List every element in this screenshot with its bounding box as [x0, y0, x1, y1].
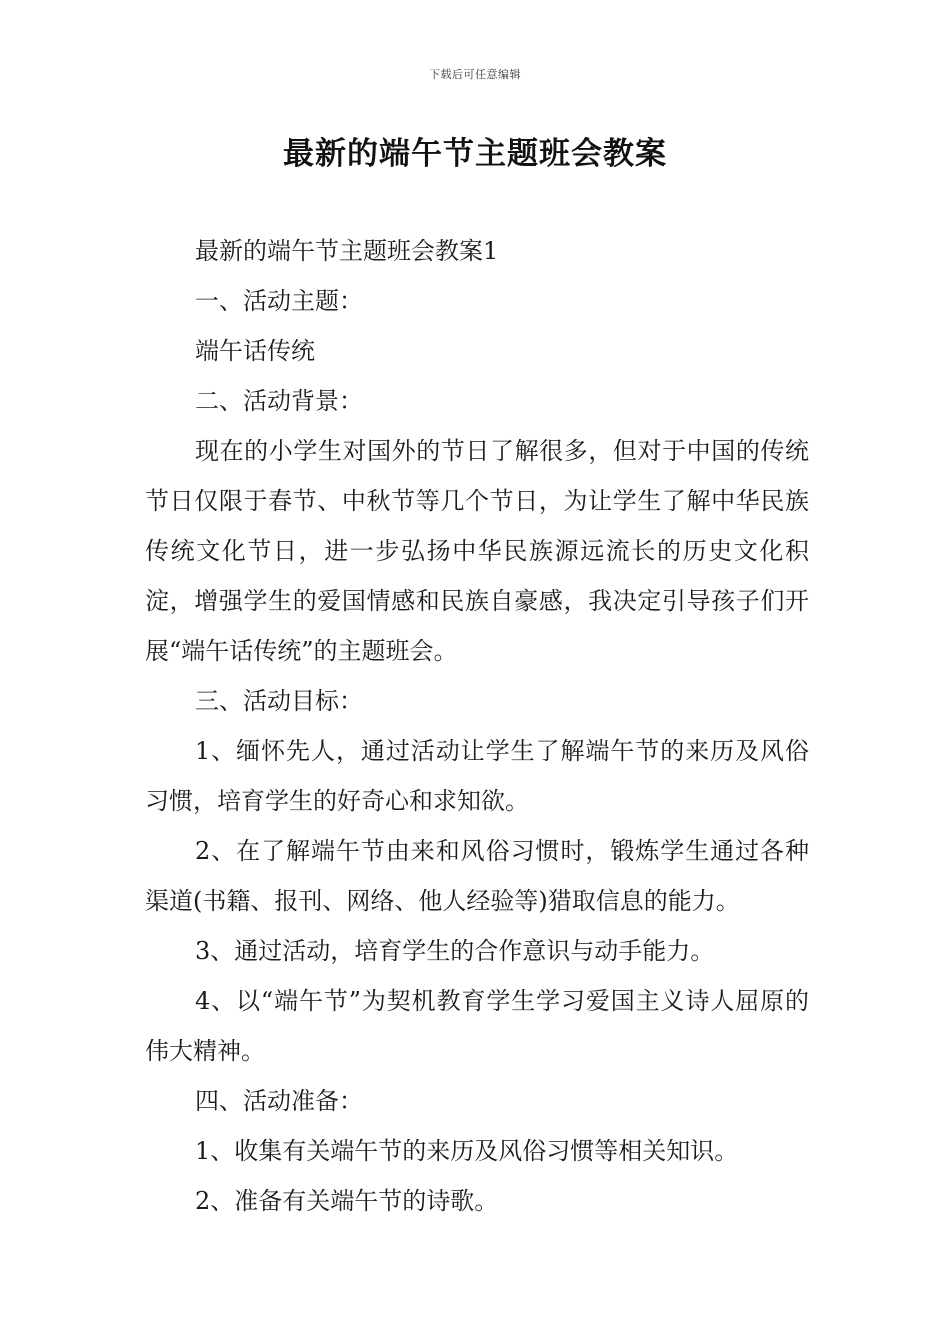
paragraph-goal-1: 1、缅怀先人，通过活动让学生了解端午节的来历及风俗习惯，培育学生的好奇心和求知欲。 — [145, 737, 809, 815]
paragraph-goal-3: 3、通过活动，培育学生的合作意识与动手能力。 — [195, 937, 715, 965]
header-note: 下载后可任意编辑 — [429, 68, 521, 81]
paragraph-goal-2: 2、在了解端午节由来和风俗习惯时，锻炼学生通过各种渠道(书籍、报刊、网络、他人经验等)猎取信息的能力。 — [145, 837, 809, 915]
paragraph-theme: 端午话传统 — [195, 337, 315, 365]
paragraph-background-heading: 二、活动背景： — [195, 387, 363, 415]
paragraph-prep-2: 2、准备有关端午节的诗歌。 — [195, 1187, 499, 1215]
paragraph-theme-heading: 一、活动主题： — [195, 287, 363, 315]
paragraph-goal-4: 4、以“端午节”为契机教育学生学习爱国主义诗人屈原的伟大精神。 — [145, 987, 809, 1065]
document-body — [145, 226, 809, 1226]
paragraph-section-heading: 最新的端午节主题班会教案1 — [195, 237, 499, 265]
paragraph-goals-heading: 三、活动目标： — [195, 687, 363, 715]
paragraph-background: 现在的小学生对国外的节日了解很多，但对于中国的传统节日仅限于春节、中秋节等几个节日，为让学生了解中华民族传统文化节日，进一步弘扬中华民族源远流长的历史文化积淀，增强学生的爱国情感和民族自豪感，我决定引导孩子们开展“端午话传统”的主题班会。 — [145, 437, 809, 665]
paragraph-prep-1: 1、收集有关端午节的来历及风俗习惯等相关知识。 — [195, 1137, 739, 1165]
document-title: 最新的端午节主题班会教案 — [283, 136, 667, 172]
paragraph-prep-heading: 四、活动准备： — [195, 1087, 363, 1115]
